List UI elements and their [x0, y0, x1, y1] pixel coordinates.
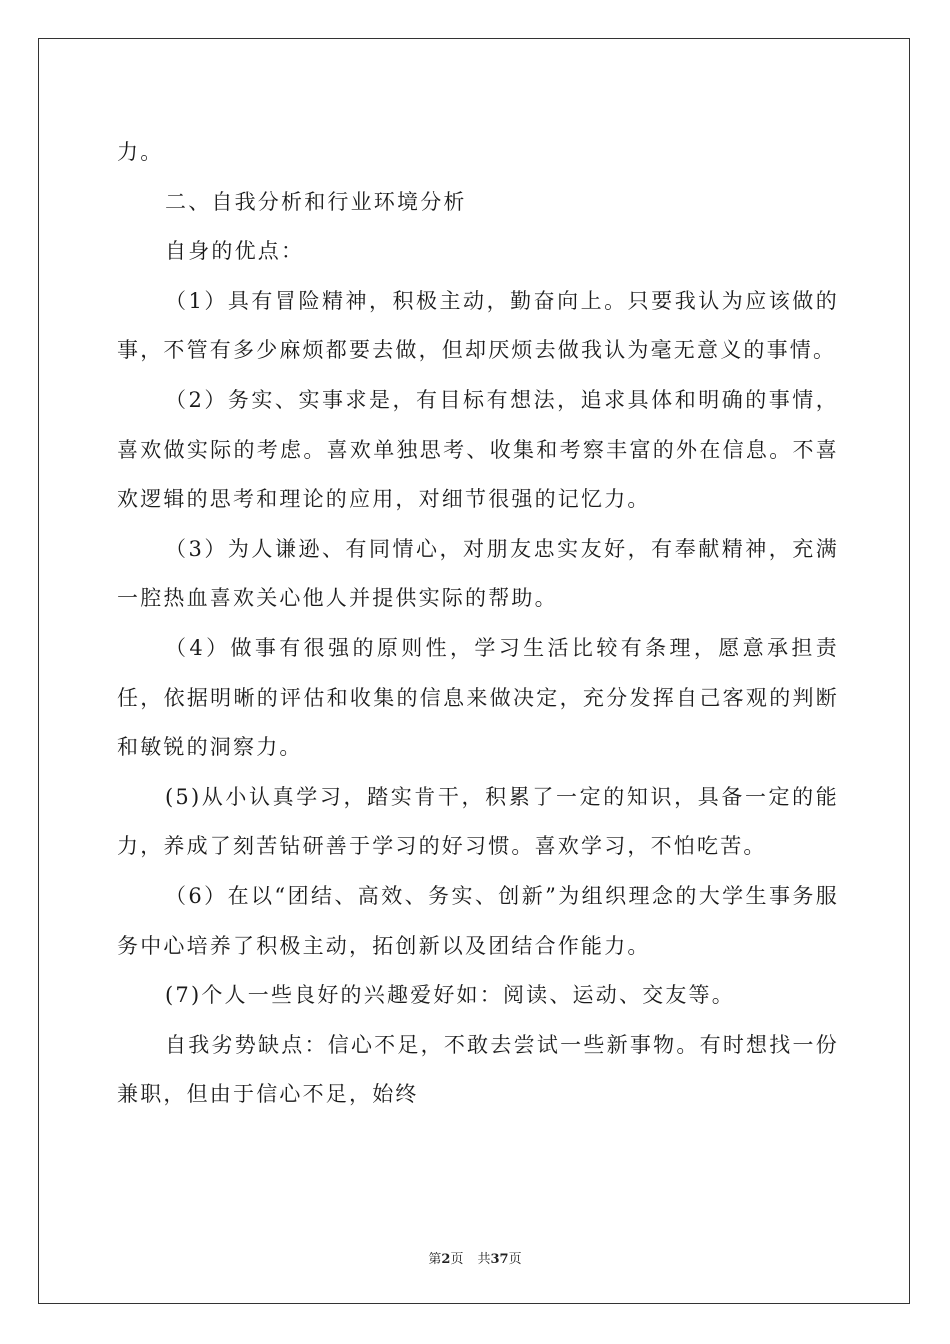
strength-item-6: （6）在以“团结、高效、务实、创新”为组织理念的大学生事务服务中心培养了积极主动，拓创新以及团结合作能力。 — [117, 883, 839, 958]
strength-item-7: (7)个人一些良好的兴趣爱好如：阅读、运动、交友等。 — [165, 983, 735, 1008]
page-suffix: 页 — [450, 1252, 464, 1267]
total-prefix: 共 — [477, 1252, 491, 1267]
document-body — [117, 128, 839, 1120]
strength-item-5: (5)从小认真学习，踏实肯干，积累了一定的知识，具备一定的能力，养成了刻苦钻研善于学习的好习惯。喜欢学习，不怕吃苦。 — [117, 784, 839, 859]
section-heading: 二、自我分析和行业环境分析 — [165, 189, 467, 214]
strength-item-1: （1）具有冒险精神，积极主动，勤奋向上。只要我认为应该做的事，不管有多少麻烦都要去做，但却厌烦去做我认为毫无意义的事情。 — [117, 288, 839, 363]
total-suffix: 页 — [508, 1252, 522, 1267]
page-total-number: 37 — [490, 1252, 509, 1267]
strength-item-2: （2）务实、实事求是，有目标有想法，追求具体和明确的事情，喜欢做实际的考虑。喜欢单独思考、收集和考察丰富的外在信息。不喜欢逻辑的思考和理论的应用，对细节很强的记忆力。 — [117, 387, 839, 512]
strength-item-3: （3）为人谦逊、有同情心，对朋友忠实友好，有奉献精神，充满一腔热血喜欢关心他人并提供实际的帮助。 — [117, 536, 839, 611]
weakness-paragraph: 自我劣势缺点：信心不足，不敢去尝试一些新事物。有时想找一份兼职，但由于信心不足，始终 — [117, 1032, 839, 1107]
strength-item-4: （4）做事有很强的原则性，学习生活比较有条理，愿意承担责任，依据明晰的评估和收集的信息来做决定，充分发挥自己客观的判断和敏锐的洞察力。 — [117, 635, 839, 760]
page-current-number: 2 — [441, 1252, 451, 1267]
page-footer — [0, 1248, 950, 1267]
page-prefix: 第 — [428, 1252, 442, 1267]
subsection-heading-strengths: 自身的优点： — [165, 239, 305, 264]
paragraph-1: 力。 — [117, 140, 164, 164]
